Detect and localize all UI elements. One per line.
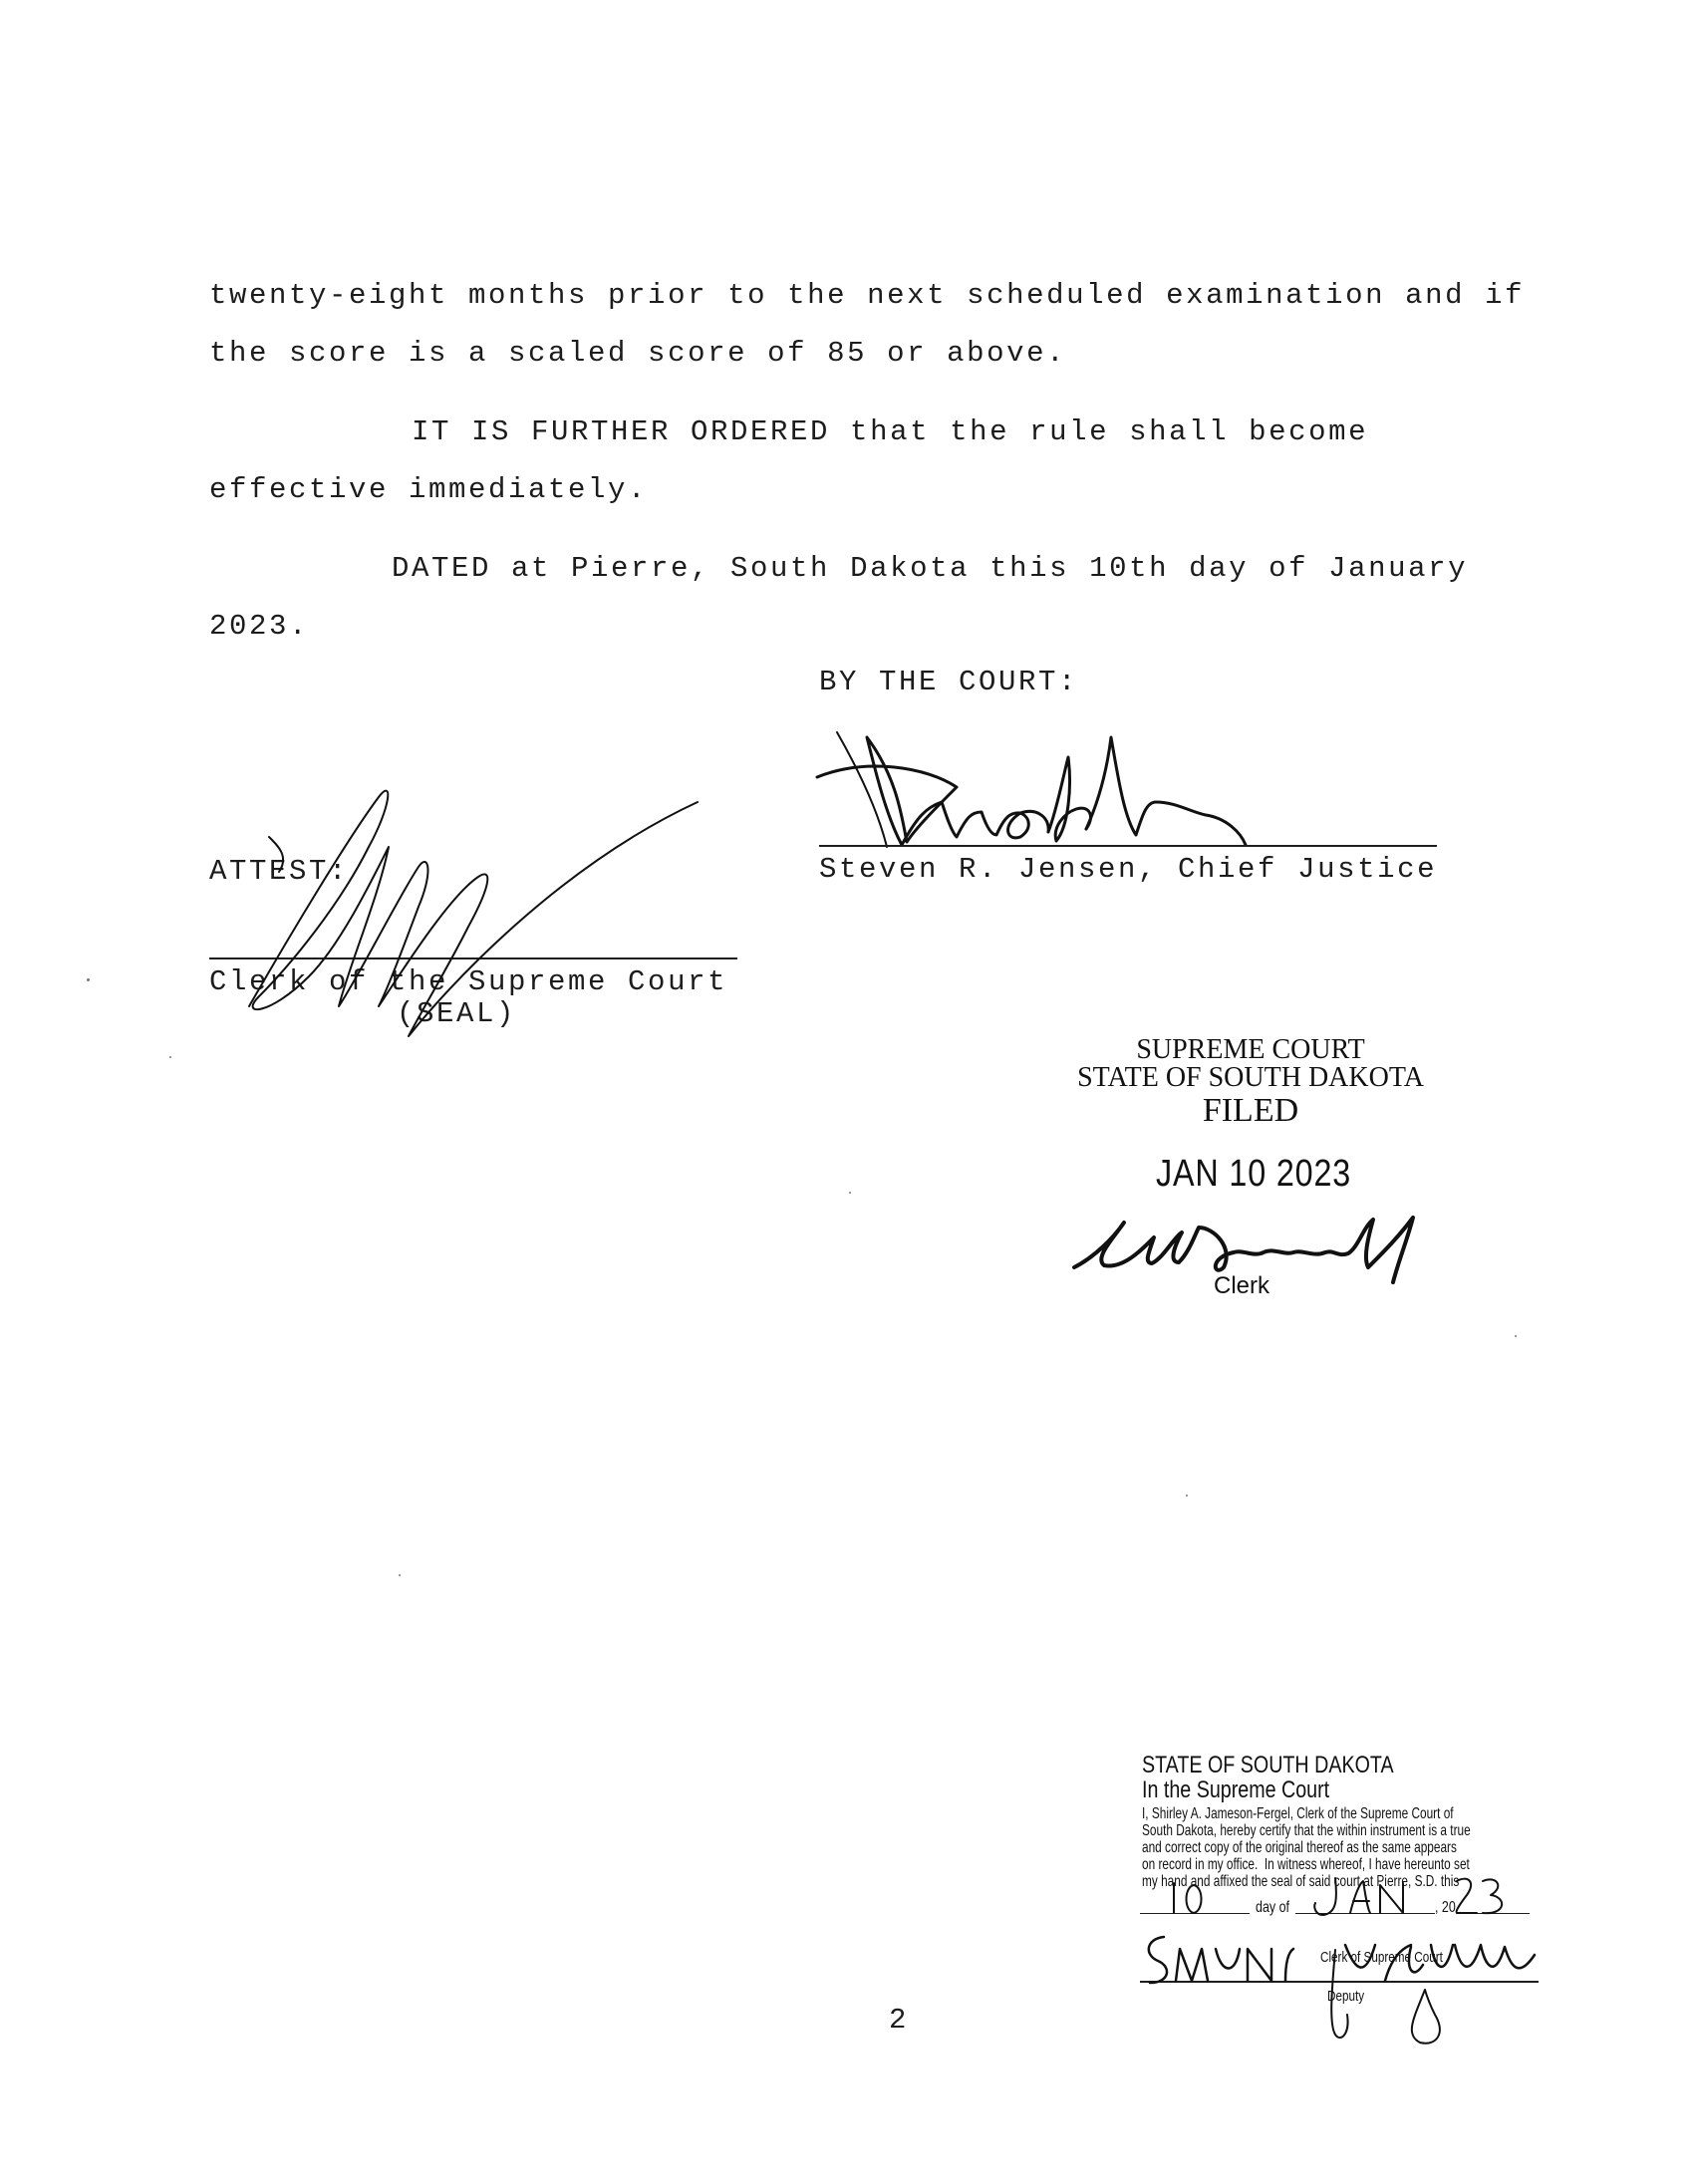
filed-stamp-line-1: SUPREME COURT	[1136, 1034, 1365, 1065]
filed-stamp-date: JAN 10 2023	[1156, 1153, 1352, 1195]
clerk-title: Clerk of the Supreme Court	[209, 965, 728, 998]
chief-justice-name: Steven R. Jensen, Chief Justice	[819, 853, 1438, 886]
scan-speck	[87, 978, 90, 981]
cert-handwritten-date	[1166, 1863, 1535, 1923]
cert-deputy-signature	[1136, 1925, 1554, 2045]
certification-text-1: I, Shirley A. Jameson-Fergel, Clerk of the Supreme Court of	[1142, 1805, 1454, 1822]
certification-text-3: and correct copy of the original thereof as the same appears	[1142, 1839, 1457, 1856]
body-line-5: DATED at Pierre, South Dakota this 10th day of January	[392, 552, 1469, 585]
filed-stamp-clerk-label: Clerk	[1214, 1272, 1270, 1299]
certification-text-2: South Dakota, hereby certify that the within instrument is a true	[1142, 1822, 1471, 1839]
cert-day-of: day of	[1256, 1899, 1290, 1916]
filed-stamp-line-2: STATE OF SOUTH DAKOTA	[1077, 1062, 1424, 1093]
cert-clerk-line: Clerk of Supreme Court	[1320, 1949, 1443, 1966]
certification-court: In the Supreme Court	[1142, 1776, 1330, 1803]
scan-speck	[399, 1574, 401, 1576]
scan-speck	[849, 1192, 851, 1194]
attest-label: ATTEST:	[209, 855, 350, 888]
filed-stamp-line-3: FILED	[1202, 1092, 1299, 1129]
seal-label: (SEAL)	[397, 997, 517, 1030]
body-line-3: IT IS FURTHER ORDERED that the rule shall become	[412, 415, 1369, 448]
certification-text-5: my hand and affixed the seal of said court at Pierre, S.D. this	[1142, 1873, 1460, 1890]
body-line-2: the score is a scaled score of 85 or above.	[209, 337, 1067, 370]
certification-stamp	[1136, 1746, 1574, 2045]
scan-speck	[1186, 1495, 1188, 1497]
cert-deputy: Deputy	[1327, 1988, 1365, 2005]
scan-speck	[1515, 1335, 1517, 1337]
body-line-4: effective immediately.	[209, 473, 649, 506]
clerk-signature	[229, 777, 707, 1056]
by-the-court-label: BY THE COURT:	[819, 666, 1079, 698]
scan-speck	[169, 1056, 171, 1058]
certification-state: STATE OF SOUTH DAKOTA	[1142, 1752, 1394, 1778]
certification-text-4: on record in my office. In witness whereof, I have hereunto set	[1142, 1856, 1470, 1873]
body-line-1: twenty-eight months prior to the next scheduled examination and if	[209, 279, 1526, 312]
chief-justice-signature	[807, 717, 1256, 857]
cert-year-prefix: , 20	[1435, 1899, 1456, 1916]
body-line-6: 2023.	[209, 610, 310, 643]
page-number: 2	[889, 2004, 910, 2037]
